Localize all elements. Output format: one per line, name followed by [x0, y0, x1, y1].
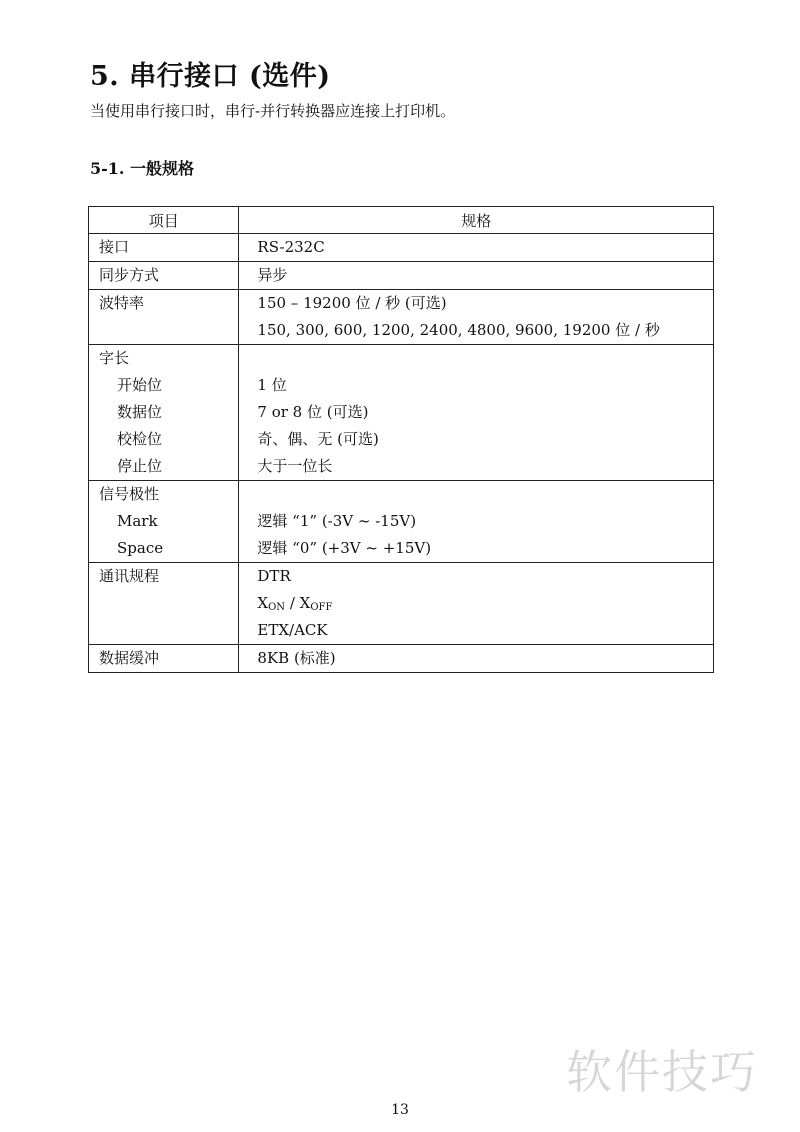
row-label-polarity: 信号极性 [99, 485, 160, 503]
row-value-sync: 异步 [257, 266, 288, 284]
row-label-stop-bit: 停止位 [117, 457, 163, 475]
row-value-data-bit: 7 or 8 位 (可选) [257, 403, 369, 421]
row-value-xon-xoff [239, 590, 713, 617]
row-label-interface: 接口 [99, 238, 130, 256]
row-label-buffer: 数据缓冲 [99, 649, 160, 667]
xon-x: X [257, 594, 269, 612]
row-value-etx-ack: ETX/ACK [257, 621, 328, 639]
row-label-mark: Mark [117, 512, 158, 530]
row-value-polarity-blank [239, 481, 713, 508]
xon-subscript: ON [268, 602, 286, 613]
table-row [89, 481, 714, 563]
table-row [89, 262, 714, 290]
row-value-parity-bit: 奇、偶、无 (可选) [257, 430, 379, 448]
page-number: 13 [391, 1102, 409, 1118]
xoff-x: X [299, 594, 311, 612]
row-value-start-bit: 1 位 [257, 376, 287, 394]
row-value-buffer: 8KB (标准) [257, 649, 336, 667]
row-label-baud: 波特率 [99, 294, 145, 312]
section-heading: 5-1. 一般规格 [90, 159, 195, 178]
spec-table [88, 206, 714, 673]
row-value-mark: 逻辑 “1” (-3V ~ -15V) [257, 512, 417, 530]
table-row [89, 234, 714, 262]
watermark: 软件技巧 [566, 1045, 758, 1099]
table-row [89, 563, 714, 645]
table-row [89, 645, 714, 673]
intro-text: 当使用串行接口时，串行-并行转换器应连接上打印机。 [90, 102, 456, 120]
row-label-data-bit: 数据位 [117, 403, 163, 421]
row-label-sync: 同步方式 [99, 266, 160, 284]
header-item: 项目 [89, 207, 239, 234]
row-label-start-bit: 开始位 [117, 376, 163, 394]
page-title: 5. 串行接口 (选件) [90, 61, 331, 92]
row-value-stop-bit: 大于一位长 [257, 457, 333, 475]
row-value-baud-range: 150 – 19200 位 / 秒 (可选) [257, 294, 447, 312]
xoff-subscript: OFF [310, 602, 333, 613]
row-value-word-blank [239, 345, 713, 372]
row-value-interface: RS-232C [257, 238, 325, 256]
row-label-protocol: 通讯规程 [99, 567, 160, 585]
row-label-parity-bit: 校检位 [117, 430, 163, 448]
header-spec: 规格 [239, 207, 714, 234]
row-value-baud-list: 150, 300, 600, 1200, 2400, 4800, 9600, 19200 位 / 秒 [257, 321, 660, 339]
row-label-word: 字长 [99, 349, 130, 367]
row-label-space: Space [117, 539, 164, 557]
row-value-dtr: DTR [257, 567, 291, 585]
table-header-row [89, 207, 714, 234]
row-value-space: 逻辑 “0” (+3V ~ +15V) [257, 539, 432, 557]
table-row [89, 345, 714, 481]
xon-xoff-slash: / [285, 594, 300, 612]
table-row [89, 290, 714, 345]
